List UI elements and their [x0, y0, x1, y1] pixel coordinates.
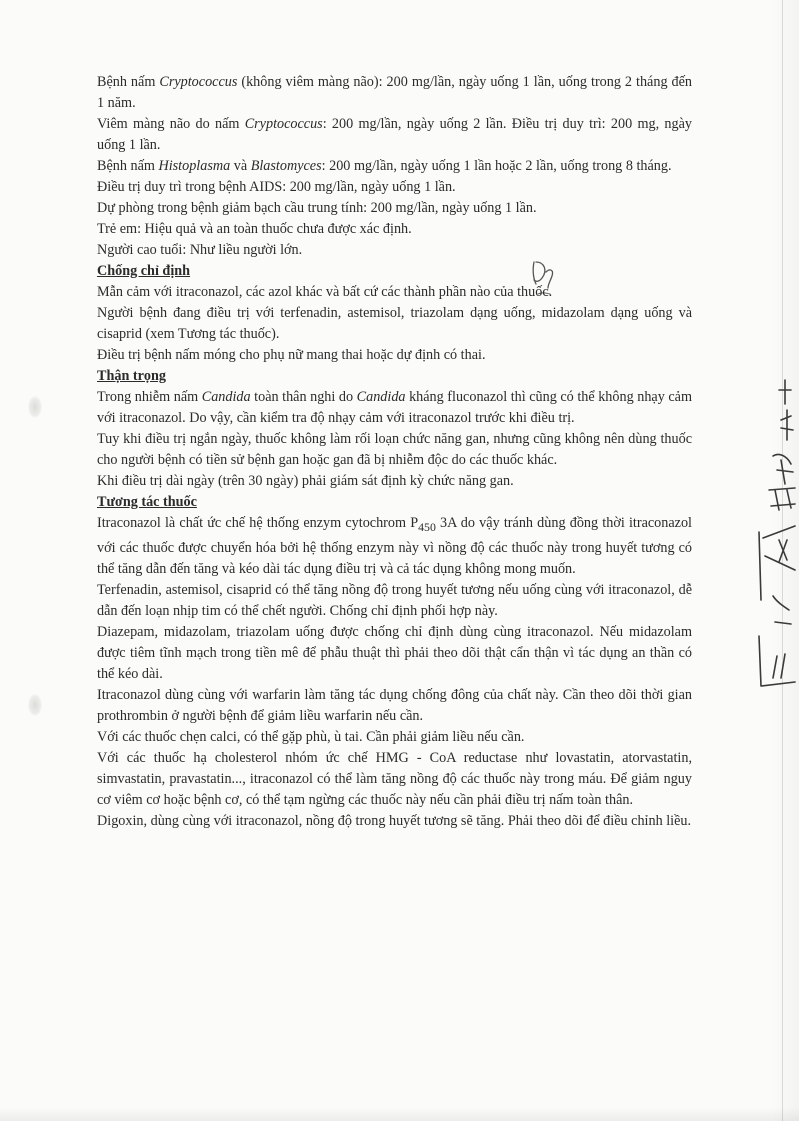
paragraph: Bệnh nấm Cryptococcus (không viêm màng não): 200 mg/lần, ngày uống 1 lần, uống trong 2 tháng đến 1 năm. — [97, 74, 693, 111]
paragraph: Dự phòng trong bệnh giảm bạch cầu trung tính: 200 mg/lần, ngày uống 1 lần. — [97, 200, 537, 216]
paragraph: Điều trị duy trì trong bệnh AIDS: 200 mg/lần, ngày uống 1 lần. — [97, 179, 456, 195]
paragraph: Itraconazol dùng cùng với warfarin làm tăng tác dụng chống đông của chất này. Cần theo dõi thời gian prothrombin ở người bệnh để giảm liều warfarin nếu cần. — [97, 686, 692, 724]
paragraph: Người bệnh đang điều trị với terfenadin, astemisol, triazolam dạng uống, midazolam dạng uống và cisaprid (xem Tương tác thuốc). — [97, 305, 692, 342]
paragraph: Với các thuốc chẹn calci, có thể gặp phù, ù tai. Cần phải giảm liều nếu cần. — [97, 728, 525, 745]
paragraph: Digoxin, dùng cùng với itraconazol, nồng độ trong huyết tương sẽ tăng. Phải theo dõi để điều chỉnh liều. — [97, 812, 692, 829]
paragraph: Viêm màng não do nấm Cryptococcus: 200 mg/lần, ngày uống 2 lần. Điều trị duy trì: 200 mg, ngày uống 1 lần. — [97, 116, 692, 153]
paragraph: Người cao tuổi: Như liều người lớn. — [97, 242, 303, 258]
paragraph: Điều trị bệnh nấm móng cho phụ nữ mang thai hoặc dự định có thai. — [97, 347, 486, 363]
punch-hole-icon — [28, 396, 42, 418]
paragraph: Trong nhiễm nấm Candida toàn thân nghi do Candida kháng fluconazol thì cũng có thể không nhạy cảm với itraconazol. Do vậy, cần kiểm tra độ nhạy cảm với itraconazol trước khi điều trị. — [97, 389, 692, 426]
paragraph: Terfenadin, astemisol, cisaprid có thể tăng nồng độ trong huyết tương nếu uống cùng với itraconazol, dễ dẫn đến loạn nhịp tim có thể chết người. Chống chỉ định phối hợp này. — [97, 581, 692, 619]
scan-bottom-shadow — [0, 1107, 799, 1121]
section-heading-interactions: Tương tác thuốc — [97, 494, 197, 510]
paragraph: Trẻ em: Hiệu quả và an toàn thuốc chưa được xác định. — [97, 221, 412, 237]
paragraph: Diazepam, midazolam, triazolam uống được chống chỉ định dùng cùng itraconazol. Nếu midazolam được tiêm tĩnh mạch trong tiền mê để phẫu thuật thì phải theo dõi thật cẩn thận vì tác dụng an thần có thể kéo dài. — [97, 623, 692, 682]
stamp-fragment-icon — [751, 360, 797, 700]
paragraph: Tuy khi điều trị ngắn ngày, thuốc không làm rối loạn chức năng gan, nhưng cũng không nên dùng thuốc cho người bệnh có tiền sử bệnh gan hoặc gan đã bị nhiễm độc do các thuốc khác. — [97, 431, 692, 468]
paragraph: Bệnh nấm Histoplasma và Blastomyces: 200 mg/lần, ngày uống 1 lần hoặc 2 lần, uống trong 8 tháng. — [97, 158, 672, 174]
paragraph: Mẫn cảm với itraconazol, các azol khác và bất cứ các thành phần nào của thuốc. — [97, 284, 553, 300]
paragraph: Khi điều trị dài ngày (trên 30 ngày) phải giám sát định kỳ chức năng gan. — [97, 473, 514, 489]
paragraph: Itraconazol là chất ức chế hệ thống enzym cytochrom $P_{450}$ 3A do vậy tránh dùng đồng thời itraconazol với các thuốc được chuyển hóa bởi hệ thống enzym này vì nồng độ các thuốc này trong huyết tương có thể tăng dẫn đến tăng và kéo dài tác dụng điều trị và cả tác dụng không mong muốn. — [97, 515, 692, 577]
paragraph: Với các thuốc hạ cholesterol nhóm ức chế HMG - CoA reductase như lovastatin, atorvastatin, simvastatin, pravastatin..., itraconazol có thể làm tăng nồng độ các thuốc này trong máu. Để giảm nguy cơ viêm cơ hoặc bệnh cơ, có thể tạm ngừng các thuốc này nếu cần phải điều trị nấm toàn thân. — [97, 749, 692, 808]
section-heading-precautions: Thận trọng — [97, 368, 166, 384]
punch-hole-icon — [28, 694, 42, 716]
document-body — [97, 72, 692, 832]
section-heading-contraindications: Chống chỉ định — [97, 263, 191, 279]
